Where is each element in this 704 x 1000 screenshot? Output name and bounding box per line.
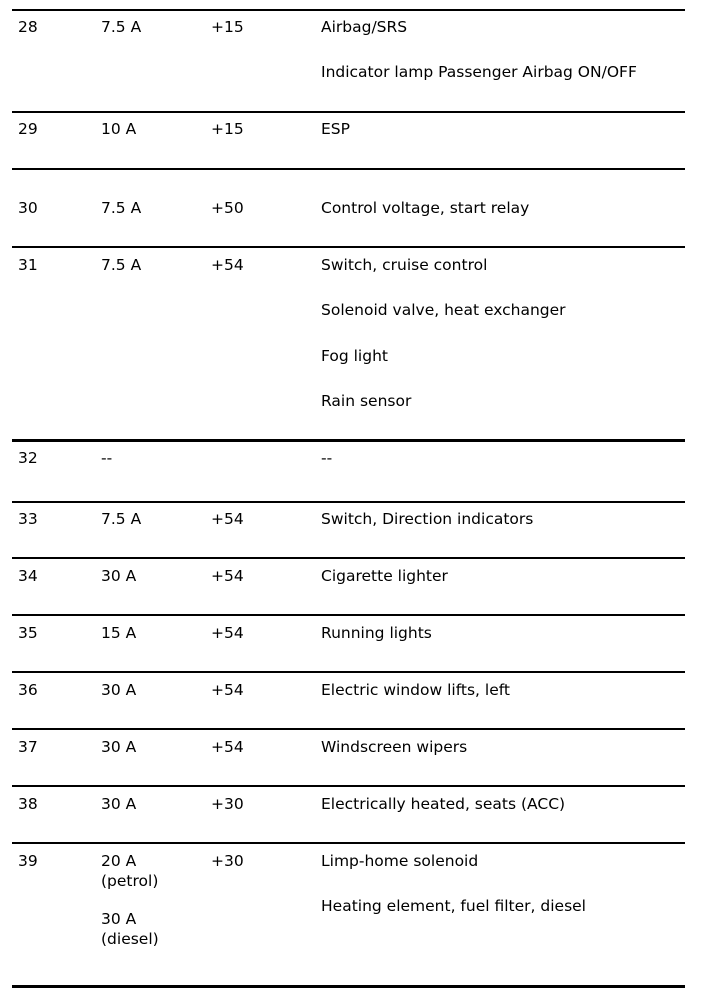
fuse-number: 37 bbox=[18, 738, 38, 756]
fuse-number: 32 bbox=[18, 449, 38, 467]
terminal: +15 bbox=[211, 18, 244, 36]
table-rule bbox=[12, 111, 685, 113]
consumer-line: Heating element, fuel filter, diesel bbox=[321, 897, 586, 915]
fuse-rating: 30 A bbox=[101, 681, 137, 699]
terminal: +54 bbox=[211, 567, 244, 585]
fuse-rating-line: 30 A bbox=[101, 910, 137, 928]
consumer-description bbox=[321, 119, 350, 139]
consumer-line: Rain sensor bbox=[321, 392, 412, 410]
table-rule bbox=[12, 671, 685, 673]
fuse-rating: 7.5 A bbox=[101, 199, 142, 217]
fuse-number: 28 bbox=[18, 18, 38, 36]
table-rule bbox=[12, 557, 685, 559]
fuse-rating-line: (petrol) bbox=[101, 872, 159, 890]
consumer-line: -- bbox=[321, 449, 333, 467]
fuse-number: 30 bbox=[18, 199, 38, 217]
fuse-rating: 10 A bbox=[101, 120, 137, 138]
terminal: +54 bbox=[211, 681, 244, 699]
consumer-description bbox=[321, 566, 448, 586]
consumer-description bbox=[321, 198, 529, 218]
consumer-description bbox=[321, 623, 432, 643]
consumer-line: Electrically heated, seats (ACC) bbox=[321, 795, 566, 813]
terminal: +54 bbox=[211, 256, 244, 274]
consumer-line: Indicator lamp Passenger Airbag ON/OFF bbox=[321, 63, 637, 81]
consumer-line: Solenoid valve, heat exchanger bbox=[321, 301, 566, 319]
table-rule bbox=[12, 785, 685, 787]
consumer-line: Control voltage, start relay bbox=[321, 199, 530, 217]
fuse-number: 33 bbox=[18, 510, 38, 528]
consumer-description bbox=[321, 17, 637, 82]
consumer-line: Windscreen wipers bbox=[321, 738, 468, 756]
terminal: +54 bbox=[211, 738, 244, 756]
table-rule bbox=[12, 728, 685, 730]
consumer-line: Limp-home solenoid bbox=[321, 852, 479, 870]
fuse-rating: -- bbox=[101, 449, 113, 467]
table-rule bbox=[12, 439, 685, 442]
fuse-rating-line: (diesel) bbox=[101, 930, 159, 948]
fuse-rating bbox=[101, 851, 159, 949]
consumer-line: Airbag/SRS bbox=[321, 18, 408, 36]
fuse-rating: 30 A bbox=[101, 567, 137, 585]
terminal: +54 bbox=[211, 624, 244, 642]
consumer-line: Running lights bbox=[321, 624, 432, 642]
table-rule bbox=[12, 246, 685, 248]
fuse-number: 29 bbox=[18, 120, 38, 138]
fuse-number: 34 bbox=[18, 567, 38, 585]
table-rule bbox=[12, 168, 685, 170]
fuse-rating-line: 20 A bbox=[101, 852, 137, 870]
fuse-rating: 7.5 A bbox=[101, 256, 142, 274]
fuse-rating: 30 A bbox=[101, 795, 137, 813]
table-rule bbox=[12, 501, 685, 503]
consumer-line: ESP bbox=[321, 120, 350, 138]
consumer-line: Electric window lifts, left bbox=[321, 681, 511, 699]
fuse-number: 35 bbox=[18, 624, 38, 642]
fuse-number: 36 bbox=[18, 681, 38, 699]
fuse-rating: 30 A bbox=[101, 738, 137, 756]
consumer-description bbox=[321, 737, 467, 757]
table-rule-bottom bbox=[12, 985, 685, 988]
fuse-number: 31 bbox=[18, 256, 38, 274]
consumer-line: Switch, Direction indicators bbox=[321, 510, 534, 528]
terminal: +30 bbox=[211, 795, 244, 813]
table-rule-top bbox=[12, 9, 685, 11]
fuse-number: 38 bbox=[18, 795, 38, 813]
consumer-line: Switch, cruise control bbox=[321, 256, 488, 274]
fuse-number: 39 bbox=[18, 852, 38, 870]
consumer-line: Fog light bbox=[321, 347, 388, 365]
terminal: +54 bbox=[211, 510, 244, 528]
fuse-rating: 7.5 A bbox=[101, 18, 142, 36]
fuse-rating: 15 A bbox=[101, 624, 137, 642]
table-rule bbox=[12, 614, 685, 616]
consumer-description bbox=[321, 448, 332, 468]
consumer-line: Cigarette lighter bbox=[321, 567, 448, 585]
terminal: +30 bbox=[211, 852, 244, 870]
consumer-description bbox=[321, 851, 586, 916]
consumer-description bbox=[321, 255, 566, 411]
table-rule bbox=[12, 842, 685, 844]
consumer-description bbox=[321, 794, 565, 814]
fuse-rating: 7.5 A bbox=[101, 510, 142, 528]
consumer-description bbox=[321, 680, 510, 700]
consumer-description bbox=[321, 509, 533, 529]
terminal: +15 bbox=[211, 120, 244, 138]
terminal: +50 bbox=[211, 199, 244, 217]
